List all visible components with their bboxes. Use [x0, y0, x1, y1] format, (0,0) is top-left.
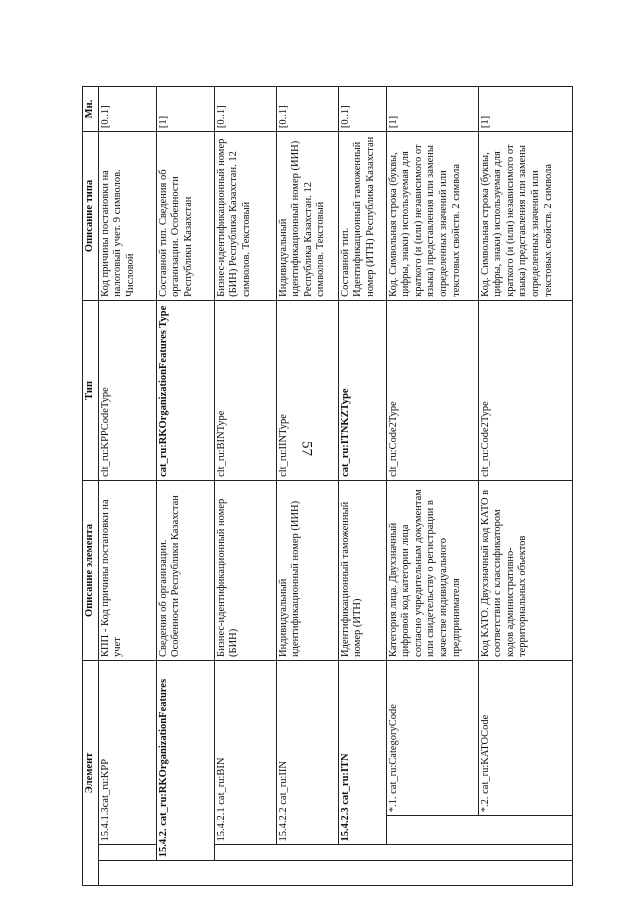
row-element-name: cat_ru:IIN	[277, 761, 289, 805]
row-code: *.1.	[387, 796, 399, 813]
element-cell	[214, 660, 276, 845]
row-multiplicity: [1]	[478, 87, 572, 132]
row-code: 15.4.1.3	[99, 807, 111, 842]
element-cell	[156, 660, 214, 860]
indent-cell	[386, 861, 478, 886]
header-multiplicity: Мн.	[83, 87, 99, 132]
row-description: Категория лица. Двухзначный цифровой код категории лица согласно учредительным документам или свидетельству о регистрации в качестве индивидуального предпринимателя	[386, 480, 478, 660]
row-type-description: Код. Символьная строка (буквы, цифры, знаки) используемая для краткого (и (или) независимого от языка) представления или замены определенных значений или текстовых свойств. 2 символа	[386, 132, 478, 301]
row-type: clt_ru:Code2Type	[386, 300, 478, 480]
row-type: cat_ru:ITNKZType	[338, 300, 386, 480]
row-description: Бизнес-идентификационный номер (БИН)	[214, 480, 276, 660]
row-element-name: cat_ru:KATOCode	[479, 714, 491, 794]
indent-cell	[98, 845, 156, 861]
header-element-description: Описание элемента	[83, 480, 99, 660]
row-type: cat_ru:RKOrganizationFeatures Type	[156, 300, 214, 480]
row-description: Код КАТО. Двухзначный код КАТО в соответствии с классификатором кодов административно-территориальных объектов	[478, 480, 572, 660]
row-type: clt_ru:IINType	[276, 300, 338, 480]
indent-cell	[276, 861, 338, 886]
table-row	[276, 87, 338, 886]
indent-cell	[214, 845, 276, 861]
page-number-text: 57	[298, 441, 315, 456]
header-element: Элемент	[83, 660, 99, 885]
specification-table-frame	[82, 86, 558, 886]
row-type-description: Код причины постановки на налоговый учет. 9 символов. Числовой	[98, 132, 156, 301]
row-multiplicity: [0..1]	[98, 87, 156, 132]
table-row	[386, 87, 478, 886]
row-code: 15.4.2.	[157, 828, 169, 858]
row-type: clt_ru:BINType	[214, 300, 276, 480]
row-description: Индивидуальный идентификационный номер (ИИН)	[276, 480, 338, 660]
indent-cell	[386, 816, 478, 845]
row-code: 15.4.2.1	[215, 807, 227, 842]
table-row	[338, 87, 386, 886]
indent-cell	[338, 861, 386, 886]
row-code: 15.4.2.2	[277, 807, 289, 842]
header-type-description: Описание типа	[83, 132, 99, 301]
row-multiplicity: [0..1]	[338, 87, 386, 132]
element-cell	[386, 660, 478, 815]
element-cell	[478, 660, 572, 815]
row-multiplicity: [1]	[156, 87, 214, 132]
table-row	[156, 87, 214, 886]
indent-cell	[276, 845, 338, 861]
element-cell	[276, 660, 338, 845]
specification-table	[82, 86, 573, 886]
row-type: clt_ru:KPPCodeType	[98, 300, 156, 480]
indent-cell	[478, 845, 572, 861]
row-type-description: Составной тип. Идентификационный таможенный номер (ИТН) Республика Казахстан	[338, 132, 386, 301]
row-element-name: cat_ru:ITN	[339, 753, 351, 805]
row-type: clt_ru:Code2Type	[478, 300, 572, 480]
indent-cell	[338, 845, 386, 861]
row-description: Идентификационный таможенный номер (ИТН)	[338, 480, 386, 660]
table-header-row	[83, 87, 99, 886]
row-description: КПП - Код причины постановки на учет	[98, 480, 156, 660]
indent-cell	[214, 861, 276, 886]
row-element-name: cat_ru:RKOrganizationFeatures	[157, 678, 169, 826]
element-cell	[98, 660, 156, 845]
row-description: Сведения об организации. Особенности Республики Казахстан	[156, 480, 214, 660]
indent-cell	[478, 861, 572, 886]
element-cell	[338, 660, 386, 845]
table-row	[478, 87, 572, 886]
row-element-name: cat_ru:BIN	[215, 757, 227, 805]
row-multiplicity: [0..1]	[276, 87, 338, 132]
row-type-description: Бизнес-идентификационный номер (БИН) Республика Казахстан. 12 символов. Текстовый	[214, 132, 276, 301]
row-type-description: Составной тип. Сведения об организации. Особенности Республики Казахстан	[156, 132, 214, 301]
header-type: Тип	[83, 300, 99, 480]
row-code: *.2.	[479, 796, 491, 813]
indent-cell	[386, 845, 478, 861]
indent-cell	[478, 816, 572, 845]
row-multiplicity: [1]	[386, 87, 478, 132]
row-element-name: cat_ru:KPP	[99, 758, 111, 808]
indent-cell	[98, 861, 156, 886]
row-code: 15.4.2.3	[339, 807, 351, 842]
row-type-description: Код. Символьная строка (буквы, цифры, знаки) используемая для краткого (и (или) независимого от языка) представления или замены определенных значений или текстовых свойств. 2 символа	[478, 132, 572, 301]
row-element-name: cat_ru:CategoryCode	[387, 704, 399, 794]
table-row	[214, 87, 276, 886]
table-row	[98, 87, 156, 886]
row-type-description: Индивидуальный идентификационный номер (ИИН) Республика Казахстан. 12 символов. Текстовый	[276, 132, 338, 301]
row-multiplicity: [0..1]	[214, 87, 276, 132]
indent-cell	[156, 861, 214, 886]
